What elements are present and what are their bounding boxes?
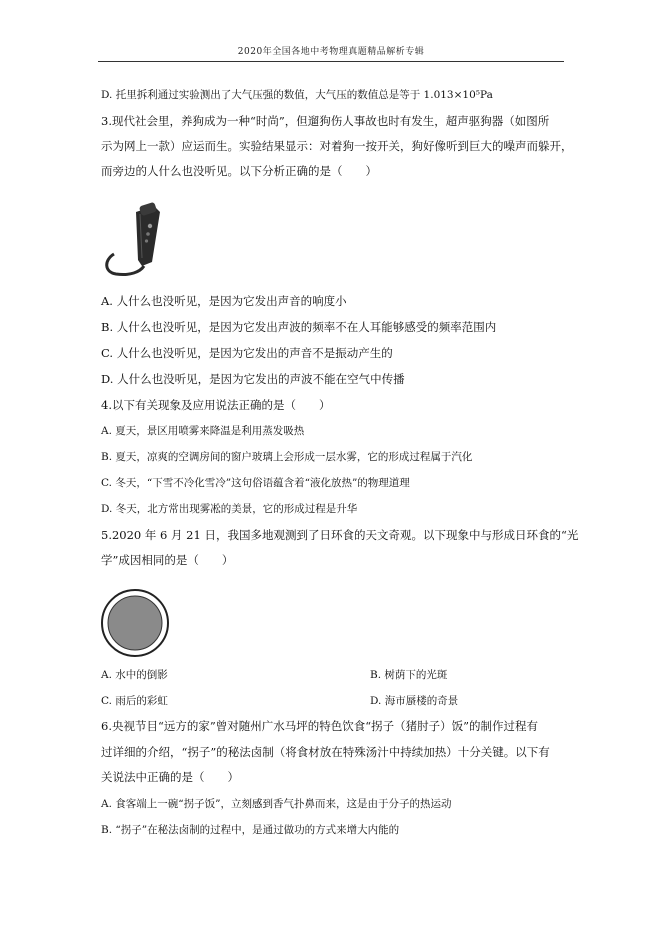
q5-stem-line-2: 学”成因相同的是（ ） (101, 553, 234, 567)
q5-option-d: D. 海市蜃楼的奇景 (370, 695, 459, 707)
q4-option-d: D. 冬天，北方常出现雾凇的美景，它的形成过程是升华 (101, 503, 358, 515)
page-header: 2020年全国各地中考物理真题精品解析专辑 (237, 47, 425, 57)
prev-question-option-d: D. 托里拆利通过实验测出了大气压强的数值，大气压的数值总是等于 1.013×10⁵Pa (101, 89, 493, 101)
q3-stem-line-1: 3.现代社会里，养狗成为一种“时尚”，但遛狗伤人事故也时有发生，超声驱狗器（如图所 (101, 114, 550, 128)
q4-option-a: A. 夏天，景区用喷雾来降温是利用蒸发吸热 (101, 425, 305, 437)
q5-option-a: A. 水中的倒影 (101, 669, 168, 681)
q6-stem-line-1: 6.央视节目“远方的家”曾对随州广水马坪的特色饮食“拐子（猪肘子）饭”的制作过程有 (101, 719, 538, 733)
q4-option-c: C. 冬天，“下雪不冷化雪冷”这句俗语蕴含着“液化放热”的物理道理 (101, 477, 410, 489)
q6-stem-line-3: 关说法中正确的是（ ） (101, 770, 239, 784)
q3-option-b: B. 人什么也没听见，是因为它发出声波的频率不在人耳能够感受的频率范围内 (101, 320, 497, 334)
annular-eclipse-figure (100, 588, 170, 658)
q3-option-a: A. 人什么也没听见，是因为它发出声音的响度小 (101, 294, 347, 308)
q5-option-b: B. 树荫下的光斑 (370, 669, 448, 681)
ultrasonic-dog-repeller-image (100, 196, 180, 280)
q6-option-a: A. 食客端上一碗“拐子饭”，立刻感到香气扑鼻而来，这是由于分子的热运动 (101, 798, 452, 810)
q4-option-b: B. 夏天，凉爽的空调房间的窗户玻璃上会形成一层水雾，它的形成过程属于汽化 (101, 451, 473, 463)
q3-option-c: C. 人什么也没听见，是因为它发出的声音不是振动产生的 (101, 346, 393, 360)
q6-stem-line-2: 过详细的介绍，“拐子”的秘法卤制（将食材放在特殊汤汁中持续加热）十分关键。以下有 (101, 745, 550, 759)
q3-stem-line-2: 示为网上一款）应运而生。实验结果显示：对着狗一按开关，狗好像听到巨大的噪声而躲开， (101, 139, 573, 153)
q3-stem-line-3: 而旁边的人什么也没听见。以下分析正确的是（ ） (101, 164, 377, 178)
q5-option-c: C. 雨后的彩虹 (101, 695, 168, 707)
header-divider (98, 61, 564, 62)
q3-option-d: D. 人什么也没听见，是因为它发出的声波不能在空气中传播 (101, 372, 405, 386)
q4-stem: 4.以下有关现象及应用说法正确的是（ ） (101, 398, 331, 412)
q5-stem-line-1: 5.2020 年 6 月 21 日，我国多地观测到了日环食的天文奇观。以下现象中与形成日环食的“光 (101, 528, 579, 542)
q6-option-b: B. “拐子”在秘法卤制的过程中，是通过做功的方式来增大内能的 (101, 824, 400, 836)
